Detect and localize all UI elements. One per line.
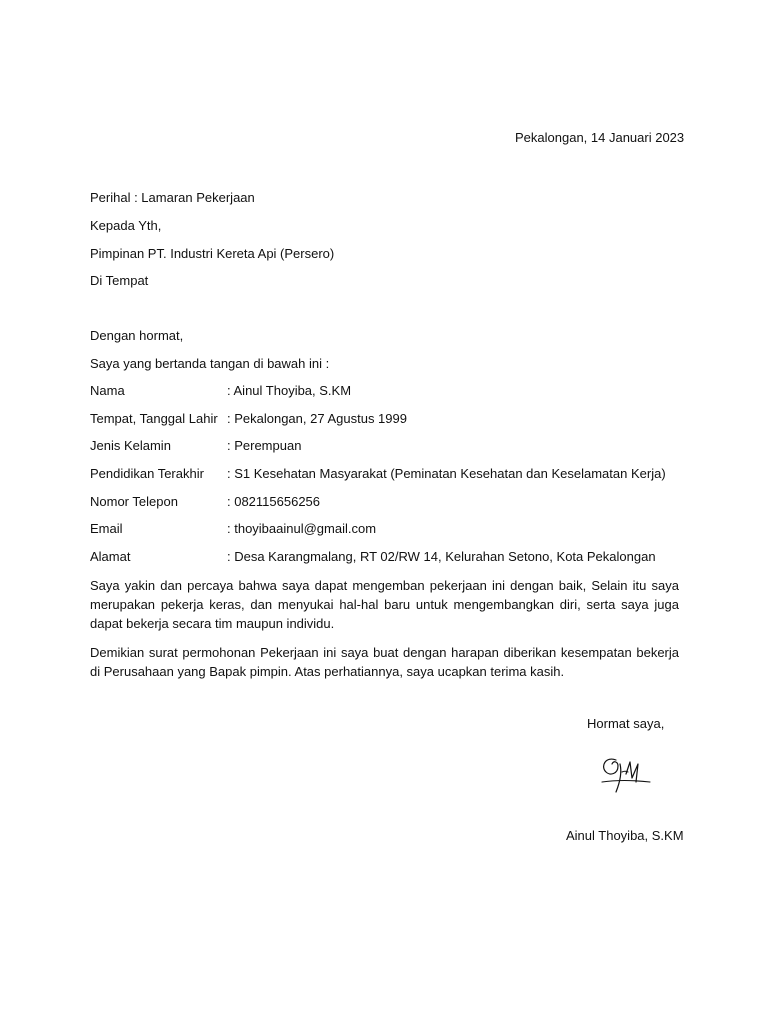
identity-value: : Ainul Thoyiba, S.KM [227, 383, 352, 398]
identity-row [90, 383, 690, 411]
identity-value: : thoyibaainul@gmail.com [227, 521, 377, 537]
identity-label: Nama [90, 383, 125, 398]
identity-label: Pendidikan Terakhir [90, 466, 204, 482]
identity-value: : Pekalongan, 27 Agustus 1999 [227, 410, 407, 426]
recipient-line: Pimpinan PT. Industri Kereta Api (Persero) [90, 246, 335, 261]
body-paragraph: Saya yakin dan percaya bahwa saya dapat mengemban pekerjaan ini dengan baik, Selain itu saya merupakan pekerja keras, dan menyukai hal-hal baru untuk mengembangkan diri, serta saya juga dapat bekerja secara tim maupun individu. [90, 578, 679, 631]
identity-row [90, 521, 690, 549]
letter-subject: Perihal : Lamaran Pekerjaan [90, 190, 255, 205]
recipient-line: Di Tempat [90, 273, 149, 288]
letter-date: Pekalongan, 14 Januari 2023 [515, 130, 685, 145]
identity-row [90, 466, 690, 494]
identity-value: : S1 Kesehatan Masyarakat (Peminatan Kesehatan dan Keselamatan Kerja) [227, 466, 666, 482]
identity-table [90, 383, 690, 577]
recipient-line: Kepada Yth, [90, 218, 162, 233]
closing-paragraph: Demikian surat permohonan Pekerjaan ini saya buat dengan harapan diberikan kesempatan bekerja di Perusahaan yang Bapak pimpin. Atas perhatiannya, saya ucapkan terima kasih. [90, 645, 679, 679]
greeting: Dengan hormat, [90, 328, 184, 343]
identity-value: : Desa Karangmalang, RT 02/RW 14, Kelurahan Setono, Kota Pekalongan [227, 549, 656, 565]
signature-image [596, 752, 654, 798]
identity-value: : Perempuan [227, 438, 302, 454]
identity-row [90, 494, 690, 522]
identity-value: : 082115656256 [227, 493, 321, 509]
identity-label: Nomor Telepon [90, 493, 178, 509]
identity-row [90, 438, 690, 466]
identity-row [90, 411, 690, 439]
signer-name: Ainul Thoyiba, S.KM [566, 828, 684, 843]
closing-salutation: Hormat saya, [587, 716, 665, 731]
identity-row [90, 549, 690, 577]
identity-label: Jenis Kelamin [90, 438, 171, 454]
identity-label: Email [90, 521, 123, 537]
intro-text: Saya yang bertanda tangan di bawah ini : [90, 356, 330, 371]
identity-label: Tempat, Tanggal Lahir [90, 410, 218, 426]
identity-label: Alamat [90, 549, 131, 565]
